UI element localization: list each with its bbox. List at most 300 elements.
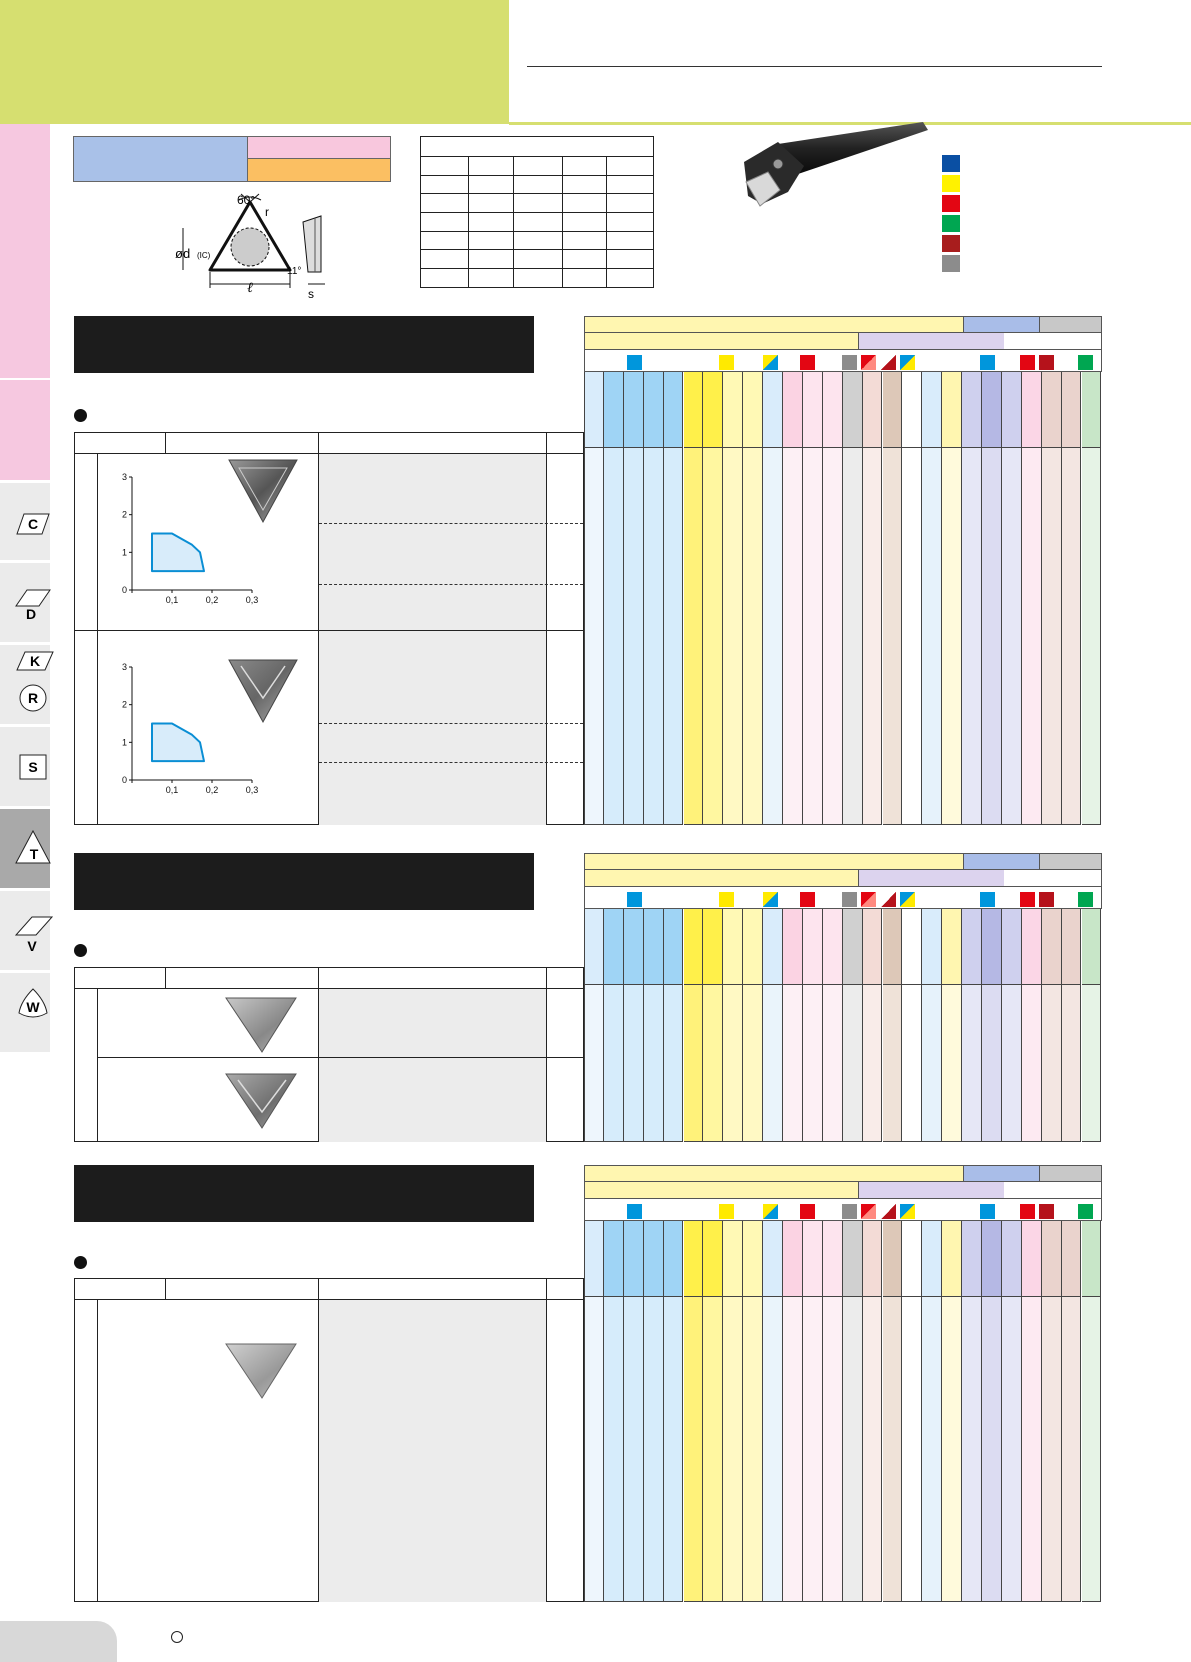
grade-column-header — [843, 372, 863, 448]
grade-column-header — [942, 372, 962, 448]
grid-header-k-group — [1040, 853, 1102, 870]
side-tab-s-label: S — [28, 759, 38, 775]
y-tick-label: 1 — [121, 737, 127, 748]
grid-subheader-3 — [1004, 1182, 1102, 1199]
iso-m-icon — [719, 1204, 734, 1219]
table-row — [421, 269, 654, 288]
grade-column — [863, 1297, 883, 1602]
grade-column-header — [982, 1221, 1002, 1297]
grade-column-header — [1062, 909, 1082, 985]
grade-column-header — [664, 372, 684, 448]
grade-column-header — [843, 1221, 863, 1297]
grade-column — [763, 985, 783, 1142]
grade-column-header — [684, 909, 704, 985]
side-tab-t-label: T — [29, 846, 39, 862]
iso-mp-icon — [900, 892, 915, 907]
iso-n-icon — [1078, 355, 1093, 370]
header-band — [0, 0, 509, 124]
grade-column-header — [664, 1221, 684, 1297]
grade-column — [1042, 1297, 1062, 1602]
grade-column — [723, 985, 743, 1142]
side-tab-w[interactable] — [0, 972, 50, 1052]
grid-subheader-1 — [584, 1182, 859, 1199]
grid-subheader-1 — [584, 870, 859, 887]
grade-column-header — [783, 1221, 803, 1297]
iso-p-icon — [627, 355, 642, 370]
grade-column — [783, 1297, 803, 1602]
clearance-angle-label: 11° — [287, 266, 302, 277]
grade-column — [584, 1297, 604, 1602]
iso-kn-icon — [861, 892, 876, 907]
grade-column — [604, 1297, 624, 1602]
application-range-area — [152, 724, 204, 762]
x-tick-label: 0,1 — [165, 785, 179, 795]
grade-column — [763, 1297, 783, 1602]
grade-column-header — [783, 909, 803, 985]
grade-column — [843, 985, 863, 1142]
iso-pm-icon — [763, 1204, 778, 1219]
grade-column — [684, 985, 704, 1142]
grid-header-m-group — [964, 316, 1040, 333]
page-number-tab — [0, 1621, 117, 1662]
legend-color-green — [942, 215, 960, 232]
radius-label: r — [265, 205, 269, 219]
grade-column-header — [703, 1221, 723, 1297]
grade-column-header — [823, 1221, 843, 1297]
grade-column-header — [922, 909, 942, 985]
grade-column — [1062, 448, 1082, 825]
grade-column-header — [723, 372, 743, 448]
side-tab-d[interactable] — [0, 562, 50, 642]
grade-column-header — [803, 909, 823, 985]
grid-header-k-group — [1040, 1165, 1102, 1182]
length-label: ℓ — [247, 281, 253, 296]
grid-subheader-2 — [859, 333, 1004, 350]
info-box-orange — [248, 159, 391, 182]
grade-column — [723, 1297, 743, 1602]
grade-column-header — [763, 909, 783, 985]
grade-column-header — [604, 372, 624, 448]
table-row — [421, 137, 654, 157]
grade-column — [962, 985, 982, 1142]
table-row — [421, 194, 654, 213]
grade-column-header — [1062, 1221, 1082, 1297]
grade-column — [743, 448, 763, 825]
grade-column — [644, 448, 664, 825]
grade-column — [922, 448, 942, 825]
grade-column-header — [803, 1221, 823, 1297]
x-tick-label: 0,3 — [245, 595, 259, 605]
side-tab-r-label: R — [27, 690, 39, 706]
grade-column-header — [584, 372, 604, 448]
grid-subheader-2 — [859, 870, 1004, 887]
grade-column-header — [823, 909, 843, 985]
grade-column — [1082, 1297, 1102, 1602]
triangle-icon — [14, 829, 52, 865]
table-row — [421, 175, 654, 194]
rhombus-icon — [15, 588, 51, 620]
info-box-pink — [248, 136, 391, 159]
y-tick-label: 0 — [121, 775, 127, 785]
grade-column — [863, 985, 883, 1142]
header-title-rule — [527, 66, 1102, 67]
grid-header-p-group — [584, 853, 964, 870]
grade-column — [763, 448, 783, 825]
grade-column — [664, 448, 684, 825]
grade-column — [823, 985, 843, 1142]
grade-column — [1042, 985, 1062, 1142]
grade-column — [1002, 1297, 1022, 1602]
section-3-product-table — [74, 1278, 584, 1602]
section-3-title-bar — [74, 1165, 534, 1222]
legend-color-gray — [942, 255, 960, 272]
section-2-grade-grid — [584, 853, 1102, 1142]
legend-color-blue — [942, 155, 960, 172]
table-row — [421, 231, 654, 250]
section-1-title-bar — [74, 316, 534, 373]
side-tab-c-label: C — [27, 516, 39, 532]
grade-column-header — [863, 909, 883, 985]
legend-color-red — [942, 195, 960, 212]
grade-column — [883, 448, 903, 825]
iso-pm-icon — [763, 892, 778, 907]
grade-column-header — [1022, 1221, 1042, 1297]
boring-bar-image — [738, 122, 928, 214]
grade-column-header — [823, 372, 843, 448]
grade-column — [783, 985, 803, 1142]
grade-column — [843, 448, 863, 825]
grade-column-header — [1022, 372, 1042, 448]
grade-column — [922, 985, 942, 1142]
grade-column — [624, 985, 644, 1142]
grade-column-header — [604, 909, 624, 985]
table-row — [421, 212, 654, 231]
grade-column-header — [763, 372, 783, 448]
grade-column-header — [743, 372, 763, 448]
iso-p2-icon — [980, 355, 995, 370]
grade-column-header — [624, 1221, 644, 1297]
table-row — [421, 156, 654, 175]
grade-column-header — [863, 372, 883, 448]
grade-column — [584, 448, 604, 825]
grade-column — [684, 448, 704, 825]
grade-column-header — [902, 909, 922, 985]
grade-column — [664, 985, 684, 1142]
grade-column — [703, 448, 723, 825]
grade-column — [584, 985, 604, 1142]
iso-gray-icon — [842, 892, 857, 907]
grade-column-header — [982, 909, 1002, 985]
grade-column — [823, 1297, 843, 1602]
square-icon — [19, 754, 47, 780]
x-tick-label: 0,3 — [245, 785, 259, 795]
section-3-grade-grid — [584, 1165, 1102, 1602]
rhombus-icon — [14, 915, 54, 953]
iso-pm-icon — [763, 355, 778, 370]
insert-dimension-drawing — [175, 192, 355, 310]
grade-column — [703, 1297, 723, 1602]
side-tab-k-label: K — [29, 653, 41, 669]
y-tick-label: 0 — [121, 585, 127, 595]
grade-column — [1022, 448, 1042, 825]
grade-column — [962, 1297, 982, 1602]
grade-column-header — [1082, 909, 1102, 985]
iso-ks-icon — [881, 1204, 896, 1219]
section-2-title-bar — [74, 853, 534, 910]
grid-header-m-group — [964, 1165, 1040, 1182]
grade-column — [604, 985, 624, 1142]
y-tick-label: 2 — [121, 699, 127, 710]
trigon-icon — [17, 987, 49, 1021]
iso-mp-icon — [900, 355, 915, 370]
grid-header-p-group — [584, 316, 964, 333]
grade-column-header — [743, 1221, 763, 1297]
section-3-bullet — [74, 1256, 87, 1269]
grade-column — [684, 1297, 704, 1602]
section-2-bullet — [74, 944, 87, 957]
grade-column-header — [803, 372, 823, 448]
grade-column — [1022, 985, 1042, 1142]
grade-column-header — [863, 1221, 883, 1297]
grade-column-header — [1002, 372, 1022, 448]
grade-column-header — [723, 1221, 743, 1297]
insert-photo-4 — [224, 1072, 300, 1130]
grade-column-header — [843, 909, 863, 985]
section-2-row-1-desc — [319, 989, 546, 1057]
grade-column-header — [584, 909, 604, 985]
parallelogram-icon — [15, 651, 55, 673]
grade-column-header — [962, 372, 982, 448]
iso-k-icon — [800, 355, 815, 370]
iso-s-icon — [1039, 1204, 1054, 1219]
grade-column-header — [783, 372, 803, 448]
section-2-row-2-desc — [319, 1058, 546, 1142]
grade-column — [982, 985, 1002, 1142]
iso-m-icon — [719, 892, 734, 907]
grid-subheader-1 — [584, 333, 859, 350]
grade-column — [624, 448, 644, 825]
angle-label: 60° — [237, 193, 256, 207]
grade-column-header — [684, 1221, 704, 1297]
parallelogram-icon — [16, 513, 50, 535]
grade-column-header — [902, 372, 922, 448]
grade-column — [664, 1297, 684, 1602]
grade-column — [803, 1297, 823, 1602]
insert-photo-5 — [224, 1342, 300, 1400]
y-tick-label: 2 — [121, 509, 127, 520]
ic-sub-label: (IC) — [197, 251, 211, 260]
grade-column — [902, 448, 922, 825]
grade-column-header — [922, 372, 942, 448]
grade-column — [723, 448, 743, 825]
iso-gray-icon — [842, 1204, 857, 1219]
table-row — [421, 250, 654, 269]
insert-photo-2 — [227, 658, 299, 724]
iso-p2-icon — [980, 892, 995, 907]
grade-column-header — [883, 372, 903, 448]
iso-k2-icon — [1020, 1204, 1035, 1219]
iso-kn-icon — [861, 355, 876, 370]
legend-color-darkred — [942, 235, 960, 252]
grade-column — [883, 985, 903, 1142]
section-1-row-2-desc — [319, 631, 546, 825]
grade-column — [743, 985, 763, 1142]
grade-column-header — [1062, 372, 1082, 448]
grade-column — [644, 985, 664, 1142]
grade-column — [1062, 985, 1082, 1142]
grade-column — [803, 448, 823, 825]
x-tick-label: 0,2 — [205, 595, 219, 605]
iso-m-icon — [719, 355, 734, 370]
insert-photo-3 — [224, 996, 300, 1054]
grid-subheader-3 — [1004, 333, 1102, 350]
iso-ks-icon — [881, 892, 896, 907]
grade-column-header — [723, 909, 743, 985]
grid-header-k-group — [1040, 316, 1102, 333]
section-1-row-1-desc — [319, 454, 546, 630]
grade-column-header — [624, 372, 644, 448]
grade-column-header — [942, 1221, 962, 1297]
grade-column — [982, 1297, 1002, 1602]
section-1-bullet — [74, 409, 87, 422]
grade-column-header — [1022, 909, 1042, 985]
section-3-row-1-desc — [319, 1300, 546, 1602]
grade-column-header — [644, 1221, 664, 1297]
side-tab-v-label: V — [27, 938, 37, 953]
iso-ks-icon — [881, 355, 896, 370]
side-tab-w-label: W — [26, 999, 40, 1015]
iso-k-icon — [800, 1204, 815, 1219]
grade-column — [823, 448, 843, 825]
grade-column — [1022, 1297, 1042, 1602]
legend-color-yellow — [942, 175, 960, 192]
grade-column-header — [982, 372, 1002, 448]
grid-subheader-3 — [1004, 870, 1102, 887]
footer-circle-mark — [171, 1631, 183, 1643]
grade-column-header — [883, 909, 903, 985]
grade-column-header — [1082, 1221, 1102, 1297]
section-2-product-table — [74, 967, 584, 1142]
grade-column-header — [584, 1221, 604, 1297]
iso-p-icon — [627, 892, 642, 907]
grade-column — [902, 1297, 922, 1602]
grade-column-header — [644, 909, 664, 985]
grade-column — [624, 1297, 644, 1602]
iso-s-icon — [1039, 355, 1054, 370]
grade-column-header — [942, 909, 962, 985]
thickness-label: s — [308, 287, 314, 301]
grade-column-header — [763, 1221, 783, 1297]
grade-column-header — [703, 372, 723, 448]
iso-p2-icon — [980, 1204, 995, 1219]
section-1-grade-grid — [584, 316, 1102, 825]
x-tick-label: 0,1 — [165, 595, 179, 605]
side-tab-s[interactable] — [0, 726, 50, 806]
grade-column — [1082, 448, 1102, 825]
iso-gray-icon — [842, 355, 857, 370]
grid-header-m-group — [964, 853, 1040, 870]
grid-header-p-group — [584, 1165, 964, 1182]
grid-subheader-2 — [859, 1182, 1004, 1199]
grade-column-header — [644, 372, 664, 448]
iso-mp-icon — [900, 1204, 915, 1219]
grade-column-header — [1002, 909, 1022, 985]
iso-n-icon — [1078, 892, 1093, 907]
grade-column-header — [883, 1221, 903, 1297]
grade-column — [644, 1297, 664, 1602]
grade-column — [1002, 985, 1022, 1142]
iso-k2-icon — [1020, 892, 1035, 907]
grade-column — [902, 985, 922, 1142]
grade-column — [783, 448, 803, 825]
side-tab-pink-lower — [0, 380, 50, 480]
side-tab-d-label: D — [25, 606, 37, 620]
grade-column-header — [624, 909, 644, 985]
grade-column — [1082, 985, 1102, 1142]
grade-column-header — [962, 909, 982, 985]
grade-column-header — [1002, 1221, 1022, 1297]
iso-n-icon — [1078, 1204, 1093, 1219]
grade-column — [743, 1297, 763, 1602]
grade-column — [863, 448, 883, 825]
grade-column-header — [1042, 1221, 1062, 1297]
iso-k2-icon — [1020, 355, 1035, 370]
grade-column — [942, 1297, 962, 1602]
grade-column — [1042, 448, 1062, 825]
grade-column-header — [703, 909, 723, 985]
y-tick-label: 3 — [121, 472, 127, 482]
info-box-blue — [73, 136, 248, 182]
iso-k-icon — [800, 892, 815, 907]
side-tab-k-r[interactable] — [0, 644, 50, 724]
side-tab-t[interactable] — [0, 808, 50, 888]
y-tick-label: 3 — [121, 662, 127, 672]
grade-column — [922, 1297, 942, 1602]
grade-column — [962, 448, 982, 825]
grade-column-header — [684, 372, 704, 448]
application-range-area — [152, 534, 204, 572]
ic-label: ød — [175, 246, 191, 261]
grade-column — [703, 985, 723, 1142]
grade-column-header — [1042, 372, 1062, 448]
grade-column — [942, 985, 962, 1142]
grade-column — [604, 448, 624, 825]
grade-column — [883, 1297, 903, 1602]
side-tab-c[interactable] — [0, 482, 50, 560]
grade-column-header — [962, 1221, 982, 1297]
grade-column-header — [902, 1221, 922, 1297]
side-tab-v[interactable] — [0, 890, 50, 970]
grade-column — [1062, 1297, 1082, 1602]
grade-column-header — [604, 1221, 624, 1297]
grade-column-header — [664, 909, 684, 985]
iso-s-icon — [1039, 892, 1054, 907]
x-tick-label: 0,2 — [205, 785, 219, 795]
dimension-table — [420, 136, 654, 288]
grade-column-header — [743, 909, 763, 985]
grade-column — [942, 448, 962, 825]
grade-column-header — [1082, 372, 1102, 448]
grade-column-header — [922, 1221, 942, 1297]
grade-column — [803, 985, 823, 1142]
grade-column — [982, 448, 1002, 825]
grade-column — [843, 1297, 863, 1602]
grade-column — [1002, 448, 1022, 825]
insert-photo-1 — [227, 458, 299, 524]
iso-p-icon — [627, 1204, 642, 1219]
iso-kn-icon — [861, 1204, 876, 1219]
circle-icon — [18, 683, 48, 713]
